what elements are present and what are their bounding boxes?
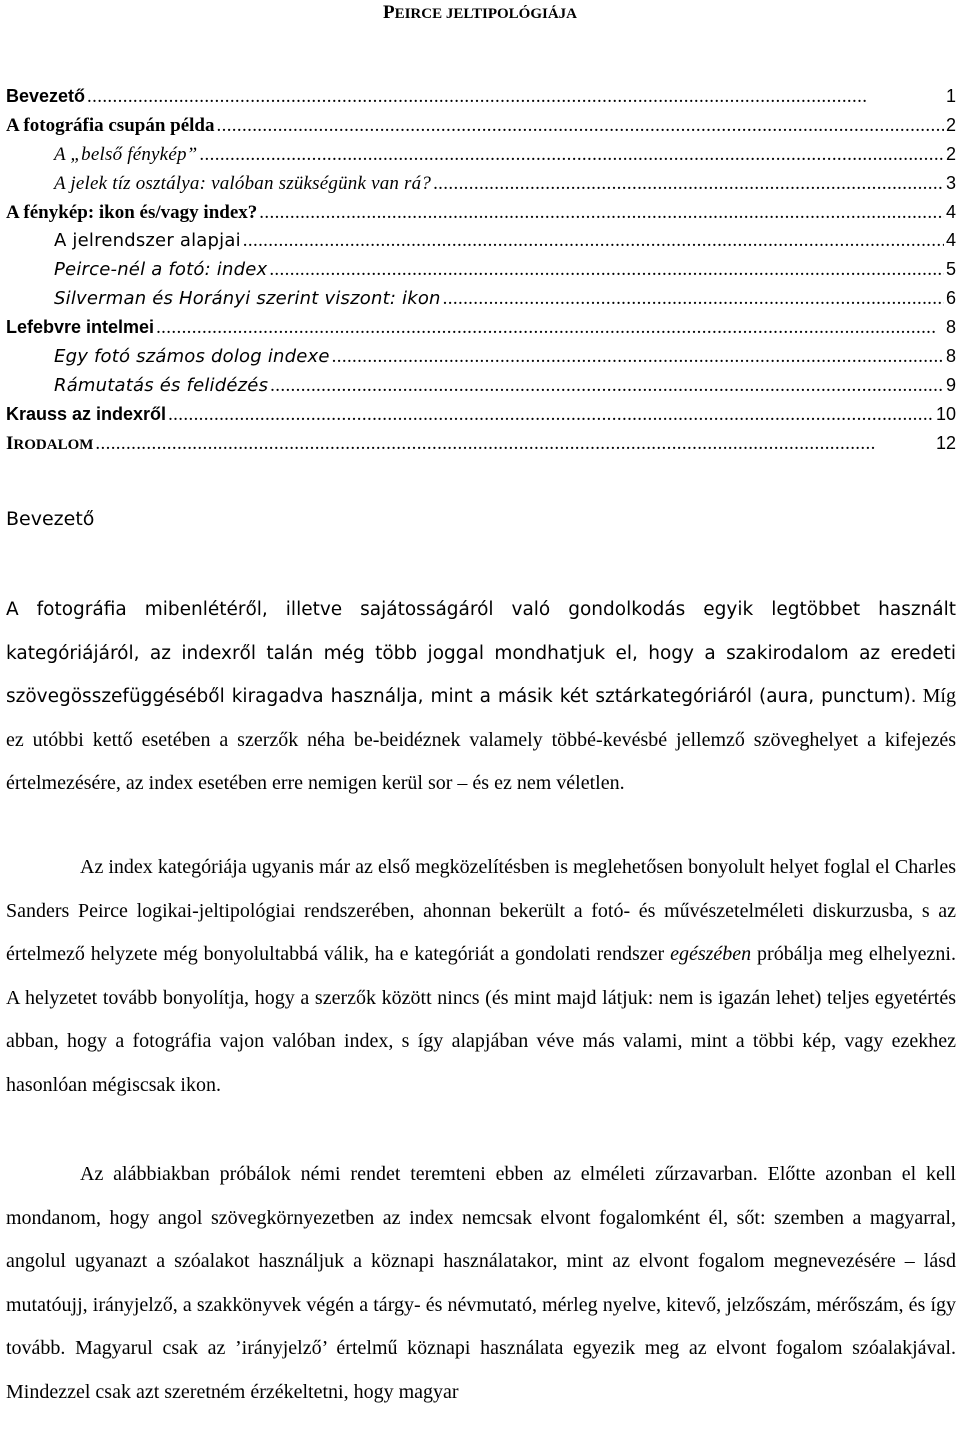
toc-entry[interactable]	[6, 173, 960, 202]
toc-entry[interactable]	[6, 317, 960, 346]
document-title	[0, 0, 960, 27]
toc-entry-label[interactable]: A fénykép: ikon és/vagy index?	[6, 201, 258, 223]
title-rest: EIRCE JELTIPOLÓGIÁJA	[394, 6, 578, 22]
paragraph-2-part-b: próbálja meg elhelyezni. A helyzetet tovább bonyolítja, hogy a szerzők között nincs (és mint majd látjuk: nem is igazán lehet) teljes egyetértés abban, hogy a fotográfia vajon valóban index, s így alapjában véve más valami, mint a többi kép, vagy ezekhez hasonlóan mégiscsak ikon.	[6, 943, 956, 1096]
toc-entry-label[interactable]: Rámutatás és felidézés	[54, 374, 269, 396]
toc-leader	[259, 202, 944, 224]
toc-entry-label[interactable]: Peirce-nél a fotó: index	[54, 259, 268, 281]
section-heading: Bevezető	[6, 508, 95, 530]
toc-label-initial: I	[6, 432, 14, 454]
toc-entry[interactable]	[6, 346, 960, 375]
table-of-contents	[6, 86, 960, 462]
paragraph-2-emphasis: egészében	[670, 943, 752, 966]
toc-leader	[87, 86, 944, 108]
toc-entry-label[interactable]	[6, 433, 93, 455]
toc-entry-page: 4	[945, 201, 956, 222]
toc-entry-label[interactable]: A fotográfia csupán példa	[6, 114, 215, 136]
paragraph-1-part-a: A fotográfia mibenlétéről, illetve sajátosságáról való gondolkodás egyik legtöbbet használt kategóriájáról, az indexről talán még több joggal mondhatjuk el, hogy a szakirodalom az eredeti szövegösszefüggéséből kiragadva használja, mint a másik két sztárkategóriáról (aura, punctum).	[6, 599, 956, 707]
toc-entry[interactable]	[6, 230, 960, 259]
toc-entry-label[interactable]: Krauss az indexről	[6, 403, 167, 424]
toc-entry[interactable]	[6, 433, 960, 462]
toc-entry-page: 9	[945, 374, 956, 395]
toc-entry-label[interactable]: A jelek tíz osztálya: valóban szükségünk van rá?	[54, 172, 432, 194]
paragraph-3: Az alábbiakban próbálok némi rendet teremteni ebben az elméleti zűrzavarban. Előtte azonban el kell mondanom, hogy angol szövegkörnyezetben az index nemcsak elvont fogalomként él, sőt: szemben a magyarral, angolul ugyanazt a szóalakot használjuk a köznapi használatakor, mint az elvont fogalom megnevezésére – lásd mutatóujj, irányjelző, a szakkönyvek végén a tárgy- és névmutató, mérleg nyelve, kitevő, jelzőszám, mérőszám, és így tovább. Magyarul csak az ’irányjelző’ értelmű köznapi használata egyezik meg az elvont fogalom szóalakjával. Mindezzel csak azt szeretném érzékeltetni, hogy magyar	[6, 1163, 956, 1403]
toc-entry[interactable]	[6, 86, 960, 115]
toc-entry-label[interactable]: Silverman és Horányi szerint viszont: ikon	[54, 288, 441, 310]
paragraph-2	[6, 846, 956, 1108]
toc-leader	[443, 288, 944, 310]
toc-entry-label[interactable]: A jelrendszer alapjai	[54, 230, 241, 252]
toc-leader	[217, 115, 944, 137]
toc-entry-page: 12	[935, 432, 956, 453]
toc-entry-page: 2	[945, 143, 956, 164]
toc-entry-page: 5	[945, 259, 956, 280]
toc-entry-page: 8	[945, 317, 956, 338]
toc-leader	[433, 173, 944, 195]
toc-entry-page: 6	[945, 288, 956, 309]
toc-leader	[156, 317, 944, 339]
toc-entry[interactable]	[6, 144, 960, 173]
toc-entry-page: 3	[945, 172, 956, 193]
toc-entry-label[interactable]: A „belső fénykép”	[54, 143, 198, 165]
toc-entry-page: 8	[945, 346, 956, 367]
toc-leader	[270, 375, 944, 397]
toc-leader	[168, 404, 934, 426]
toc-leader	[243, 230, 944, 252]
toc-entry-label[interactable]: Bevezető	[6, 86, 86, 106]
toc-entry[interactable]	[6, 202, 960, 231]
toc-label-rest: RODALOM	[13, 436, 94, 453]
toc-leader	[95, 433, 934, 455]
toc-entry-page: 10	[935, 403, 956, 424]
title-initial: P	[382, 2, 395, 23]
toc-entry-page: 1	[945, 86, 956, 106]
toc-entry[interactable]	[6, 375, 960, 404]
paragraph-1-part-b: Míg ez utóbbi kettő esetében a szerzők néha be-beidéznek valamely többé-kevésbé jellemző szöveghelyet a kifejezés értelmezésére, az index esetében erre nemigen kerül sor – és ez nem véletlen.	[6, 685, 956, 794]
toc-leader	[269, 259, 944, 281]
toc-entry-page: 2	[945, 114, 956, 135]
toc-leader	[332, 346, 944, 368]
toc-leader	[199, 144, 944, 166]
toc-entry-label[interactable]: Lefebvre intelmei	[6, 317, 155, 338]
paragraph-2-part-a: Az index kategóriája ugyanis már az első megközelítésben is meglehetősen bonyolult helyet foglal el Charles Sanders Peirce logikai-jeltipológiai rendszerében, ahonnan bekerült a fotó- és művészetelméleti diskurzusba, s az értelmező helyzete még bonyolultabbá válik, ha e kategóriát a gondolati rendszer	[6, 856, 956, 966]
paragraph-1	[6, 588, 956, 806]
toc-entry[interactable]	[6, 259, 960, 288]
toc-entry-label[interactable]: Egy fotó számos dolog indexe	[54, 346, 330, 368]
toc-entry[interactable]	[6, 288, 960, 317]
toc-entry[interactable]	[6, 404, 960, 433]
toc-entry[interactable]	[6, 115, 960, 144]
toc-entry-page: 4	[945, 230, 956, 251]
